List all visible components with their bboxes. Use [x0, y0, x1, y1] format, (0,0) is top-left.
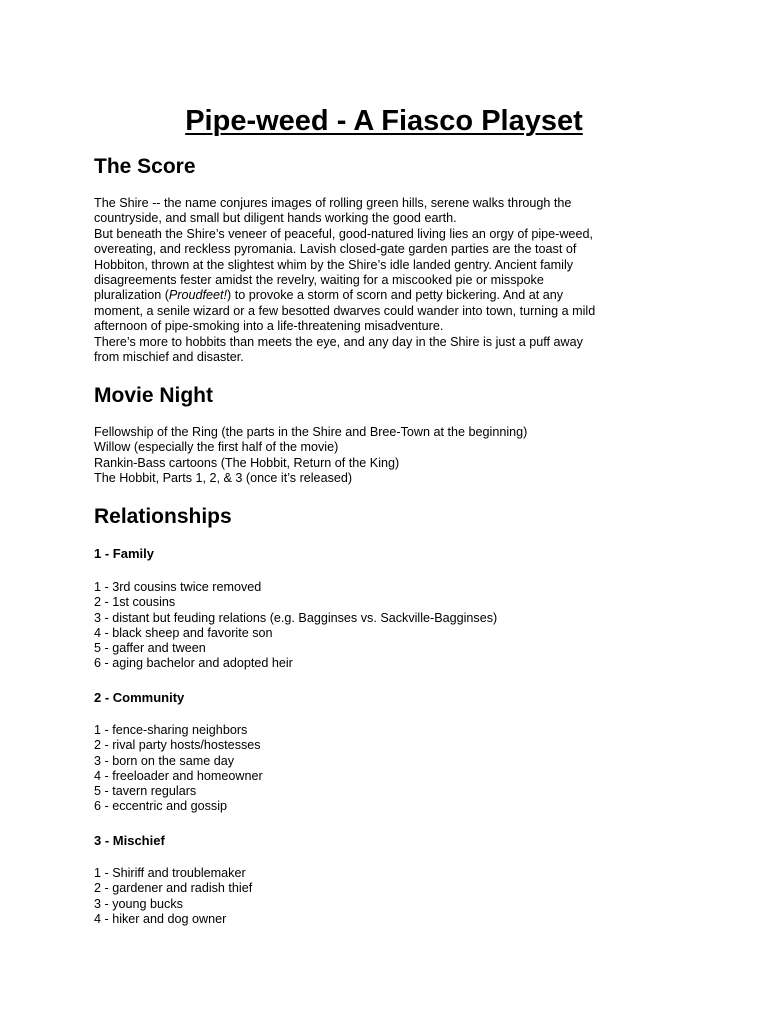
score-line-part: ) to provoke a storm of scorn and petty bickering. And at any: [227, 288, 564, 303]
score-line: from mischief and disaster.: [94, 350, 244, 365]
list-item: Willow (especially the first half of the movie): [94, 440, 339, 455]
score-line: disagreements fester amidst the revelry, waiting for a miscooked pie or misspoke: [94, 273, 544, 288]
score-line: overeating, and reckless pyromania. Lavish closed-gate garden parties are the toast of: [94, 242, 577, 257]
score-text: [94, 196, 674, 365]
list-item: 6 - aging bachelor and adopted heir: [94, 656, 293, 671]
subheading-mischief: 3 - Mischief: [94, 833, 165, 848]
list-item: 2 - 1st cousins: [94, 595, 176, 610]
section-heading-score: The Score: [94, 155, 196, 178]
list-item: 4 - black sheep and favorite son: [94, 625, 273, 640]
list-item: 5 - tavern regulars: [94, 784, 197, 799]
score-line: countryside, and small but diligent hands working the good earth.: [94, 211, 457, 226]
list-item: 3 - young bucks: [94, 896, 183, 911]
score-line: The Shire -- the name conjures images of rolling green hills, serene walks through the: [94, 196, 572, 210]
list-item: 3 - born on the same day: [94, 753, 235, 768]
page-title: [0, 101, 768, 141]
movie-night-list: [94, 425, 527, 486]
score-line: Hobbiton, thrown at the slightest whim by the Shire’s idle landed gentry. Ancient family: [94, 257, 574, 272]
score-line-part: pluralization (: [94, 288, 169, 303]
list-item: 2 - rival party hosts/hostesses: [94, 738, 261, 753]
score-line: moment, a senile wizard or a few besotted dwarves could wander into town, turning a mild: [94, 303, 596, 318]
list-item: 4 - hiker and dog owner: [94, 911, 227, 926]
score-line-italic: Proudfeet!: [168, 288, 228, 303]
subheading-family: 1 - Family: [94, 546, 154, 561]
score-line: [94, 288, 674, 303]
mischief-list: [94, 866, 252, 927]
list-item: 6 - eccentric and gossip: [94, 799, 228, 814]
community-list: [94, 723, 263, 815]
list-item: 4 - freeloader and homeowner: [94, 768, 263, 783]
list-item: 1 - fence-sharing neighbors: [94, 723, 248, 737]
list-item: 3 - distant but feuding relations (e.g. Bagginses vs. Sackville-Bagginses): [94, 610, 498, 625]
list-item: 1 - Shiriff and troublemaker: [94, 866, 246, 880]
list-item: The Hobbit, Parts 1, 2, & 3 (once it’s released): [94, 470, 353, 485]
list-item: Fellowship of the Ring (the parts in the Shire and Bree-Town at the beginning): [94, 425, 528, 439]
page-title-text: Pipe-weed - A Fiasco Playset: [185, 105, 583, 137]
list-item: 5 - gaffer and tween: [94, 641, 206, 656]
list-item: 2 - gardener and radish thief: [94, 881, 253, 896]
score-line: There’s more to hobbits than meets the eye, and any day in the Shire is just a puff away: [94, 334, 583, 349]
section-heading-relationships: Relationships: [94, 505, 232, 528]
score-line: afternoon of pipe-smoking into a life-threatening misadventure.: [94, 319, 444, 334]
family-list: [94, 580, 497, 672]
list-item: Rankin-Bass cartoons (The Hobbit, Return of the King): [94, 455, 400, 470]
score-line: But beneath the Shire’s veneer of peaceful, good-natured living lies an orgy of pipe-weed,: [94, 226, 593, 241]
subheading-community: 2 - Community: [94, 690, 185, 705]
list-item: 1 - 3rd cousins twice removed: [94, 580, 262, 594]
section-heading-movie-night: Movie Night: [94, 384, 213, 407]
